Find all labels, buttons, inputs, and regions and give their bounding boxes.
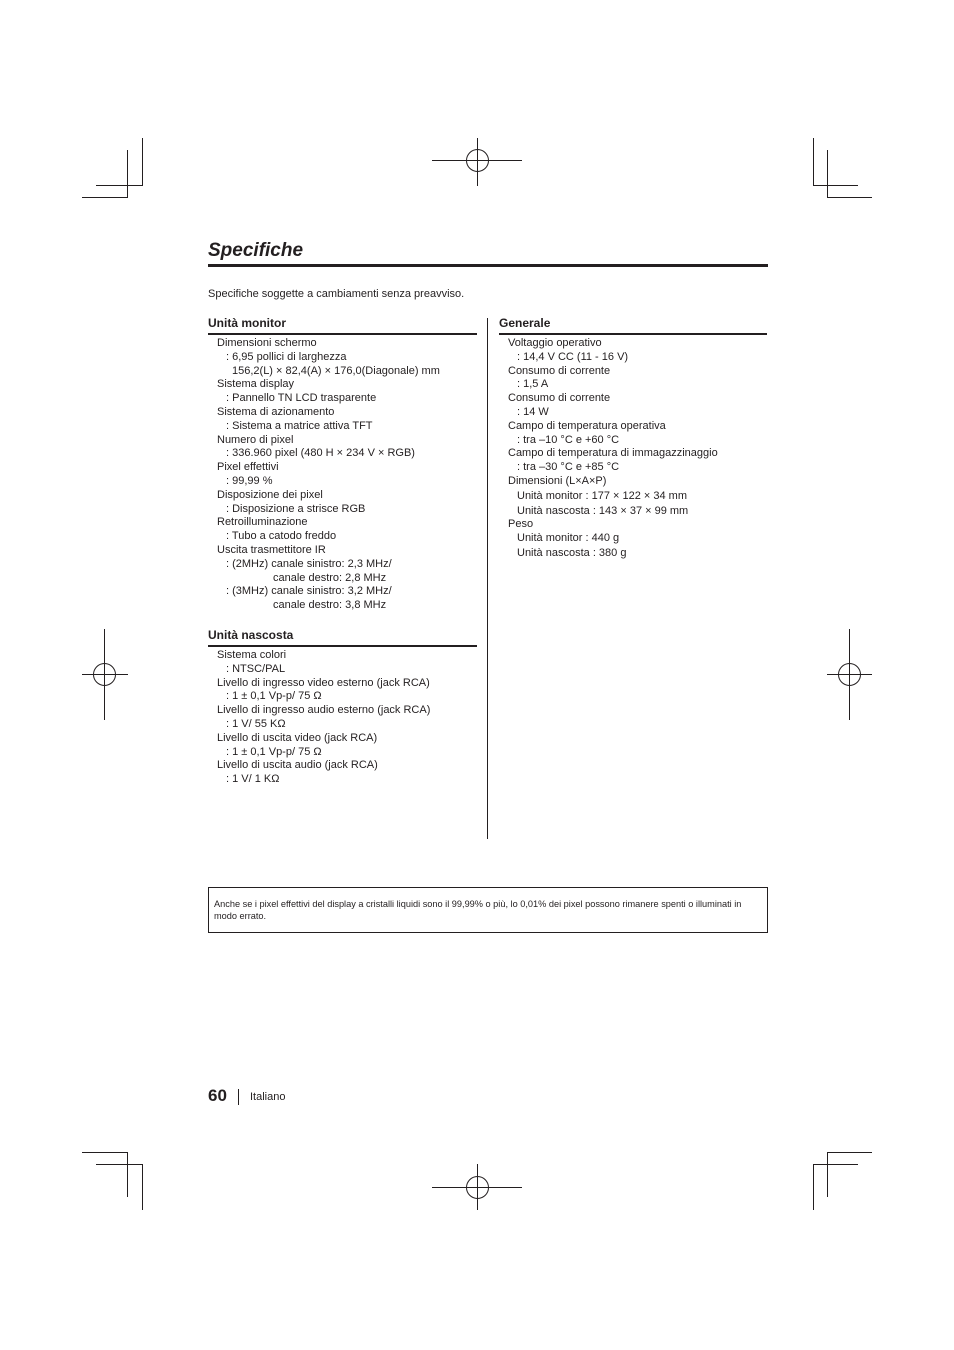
column-divider (487, 318, 488, 839)
spec-value: : 1,5 A (517, 378, 549, 391)
spec-label: Disposizione dei pixel (217, 488, 323, 501)
general-heading-rule (499, 333, 767, 335)
spec-label: Pixel effettivi (217, 461, 279, 474)
spec-label: Livello di uscita audio (jack RCA) (217, 759, 378, 772)
spec-value: : 14,4 V CC (11 - 16 V) (517, 350, 629, 363)
page-number-separator (238, 1089, 239, 1105)
general-specs (508, 337, 718, 561)
spec-value: : 99,99 % (226, 474, 273, 487)
spec-label: Livello di ingresso audio esterno (jack RCA) (217, 704, 431, 717)
spec-value: Unità monitor : 177 × 122 × 34 mm (517, 489, 687, 502)
intro-text: Specifiche soggette a cambiamenti senza preavviso. (208, 288, 465, 300)
spec-value: : 336.960 pixel (480 H × 234 V × RGB) (226, 447, 415, 460)
spec-value: canale destro: 3,8 MHz (273, 599, 387, 612)
spec-value: : tra –30 °C e +85 °C (517, 461, 620, 474)
spec-label: Numero di pixel (217, 433, 294, 446)
page-number: 60 (208, 1086, 227, 1105)
spec-label: Sistema display (217, 378, 295, 391)
page-language: Italiano (250, 1091, 286, 1103)
spec-label: Campo di temperatura operativa (508, 419, 666, 432)
spec-label: Peso (508, 518, 534, 531)
spec-value: : Sistema a matrice attiva TFT (226, 419, 373, 432)
spec-label: Dimensioni (L×A×P) (508, 474, 607, 487)
spec-value: : 1 V/ 55 KΩ (226, 717, 286, 730)
hidden-unit-specs (217, 649, 430, 787)
spec-label: Dimensioni schermo (217, 337, 317, 349)
hidden-unit-heading-rule (208, 645, 477, 647)
spec-value: : NTSC/PAL (226, 662, 286, 675)
spec-label: Retroilluminazione (217, 516, 308, 529)
spec-value: Unità nascosta : 143 × 37 × 99 mm (517, 504, 689, 517)
spec-label: Sistema di azionamento (217, 405, 335, 418)
spec-value: : Tubo a catodo freddo (226, 530, 337, 543)
lcd-pixel-notice: Anche se i pixel effettivi del display a cristalli liquidi sono il 99,99% o più, lo 0,01% dei pixel possono rimanere spenti o illuminati in modo errato. (208, 887, 768, 933)
spec-value: 156,2(L) × 82,4(A) × 176,0(Diagonale) mm (232, 364, 440, 377)
spec-value: Unità monitor : 440 g (517, 532, 620, 545)
spec-value: : 14 W (517, 405, 549, 418)
spec-label: Consumo di corrente (508, 392, 611, 405)
hidden-unit-heading: Unità nascosta (208, 628, 294, 642)
spec-label: Consumo di corrente (508, 364, 611, 377)
spec-value: : 1 ± 0,1 Vp-p/ 75 Ω (226, 745, 322, 758)
spec-value: : Disposizione a strisce RGB (226, 502, 366, 515)
monitor-heading: Unità monitor (208, 316, 286, 330)
spec-value: : Pannello TN LCD trasparente (226, 392, 377, 405)
spec-value: : 1 V/ 1 KΩ (226, 773, 280, 786)
monitor-specs (217, 337, 440, 613)
spec-label: Uscita trasmettitore IR (217, 543, 326, 556)
spec-label: Campo di temperatura di immagazzinaggio (508, 447, 718, 460)
spec-label: Voltaggio operativo (508, 337, 602, 349)
spec-value: Unità nascosta : 380 g (517, 546, 627, 559)
spec-value: : 6,95 pollici di larghezza (226, 350, 347, 363)
spec-value: : tra –10 °C e +60 °C (517, 433, 620, 446)
monitor-heading-rule (208, 333, 477, 335)
spec-label: Sistema colori (217, 649, 287, 661)
spec-value: : 1 ± 0,1 Vp-p/ 75 Ω (226, 690, 322, 703)
title-rule (208, 264, 768, 267)
spec-label: Livello di ingresso video esterno (jack RCA) (217, 676, 430, 689)
general-heading: Generale (499, 316, 551, 330)
spec-value: canale destro: 2,8 MHz (273, 571, 387, 584)
spec-value: : (2MHz) canale sinistro: 2,3 MHz/ (226, 557, 392, 570)
page-title: Specifiche (208, 240, 304, 261)
spec-label: Livello di uscita video (jack RCA) (217, 731, 378, 744)
spec-value: : (3MHz) canale sinistro: 3,2 MHz/ (226, 585, 392, 598)
